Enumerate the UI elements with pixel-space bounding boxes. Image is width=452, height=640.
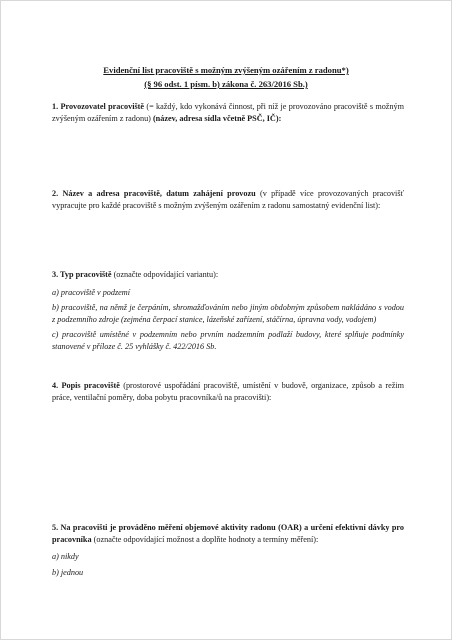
section-1 <box>52 101 404 124</box>
section-4-text: (prostorové uspořádání pracoviště, umístění v budově, organizace, způsob a režim práce, ventilační poměry, doba pobytu pracovníka/ů na pracovišti): <box>52 381 404 402</box>
section-3-heading: 3. Typ pracoviště <box>52 270 112 279</box>
section-3-option-a: a) pracoviště v podzemí <box>52 287 130 297</box>
section-1-heading: 1. Provozovatel pracoviště <box>52 102 145 111</box>
section-4-heading: 4. Popis pracoviště <box>52 381 120 390</box>
section-5-option-a: a) nikdy <box>52 552 79 562</box>
title-line-2: (§ 96 odst. 1 písm. b) zákona č. 263/2016 Sb.) <box>144 79 308 89</box>
section-1-text: (= každý, kdo vykonává činnost, při níž je provozováno pracoviště s možným zvýšeným ozářením z radonu) <box>52 102 404 123</box>
title-line-1: Evidenční list pracoviště s možným zvýšeným ozářením z radonu*) <box>103 65 349 75</box>
section-2-text: (v případě více provozovaných pracovišť vypracujte pro každé pracoviště s možným zvýšeným ozářením z radonu samostatný evidenční list): <box>52 189 404 210</box>
section-1-fields: (název, adresa sídla včetně PSČ, IČ): <box>152 113 282 123</box>
section-3-text: (označte odpovídající variantu): <box>111 270 219 279</box>
section-3 <box>52 269 404 353</box>
document-title <box>1 63 451 91</box>
section-5 <box>52 522 404 578</box>
section-2-heading: 2. Název a adresa pracoviště, datum zahájení provozu <box>52 189 256 198</box>
section-5-option-b: b) jednou <box>52 567 84 577</box>
section-3-option-c: c) pracoviště umístěné v podzemním nebo prvním nadzemním podlaží budovy, které splňuje podmínky stanovené v příloze č. 25 vyhlášky č. 422/2016 Sb. <box>52 330 404 351</box>
section-5-text: (označte odpovídající možnost a doplňte hodnoty a termíny měření): <box>91 534 319 544</box>
section-2 <box>52 188 404 211</box>
section-4 <box>52 380 404 403</box>
section-5-heading: 5. Na pracovišti je prováděno měření objemové aktivity radonu (OAR) a určení efektivní dávky pro pracovníka <box>52 523 404 544</box>
section-3-option-b: b) pracoviště, na němž je čerpáním, shromažďováním nebo jiným obdobným způsobem nakládáno s vodou z podzemního zdroje (zejména čerpací stanice, lázeňské zařízení, stáčírna, úpravna vody, vodojem) <box>52 303 404 324</box>
